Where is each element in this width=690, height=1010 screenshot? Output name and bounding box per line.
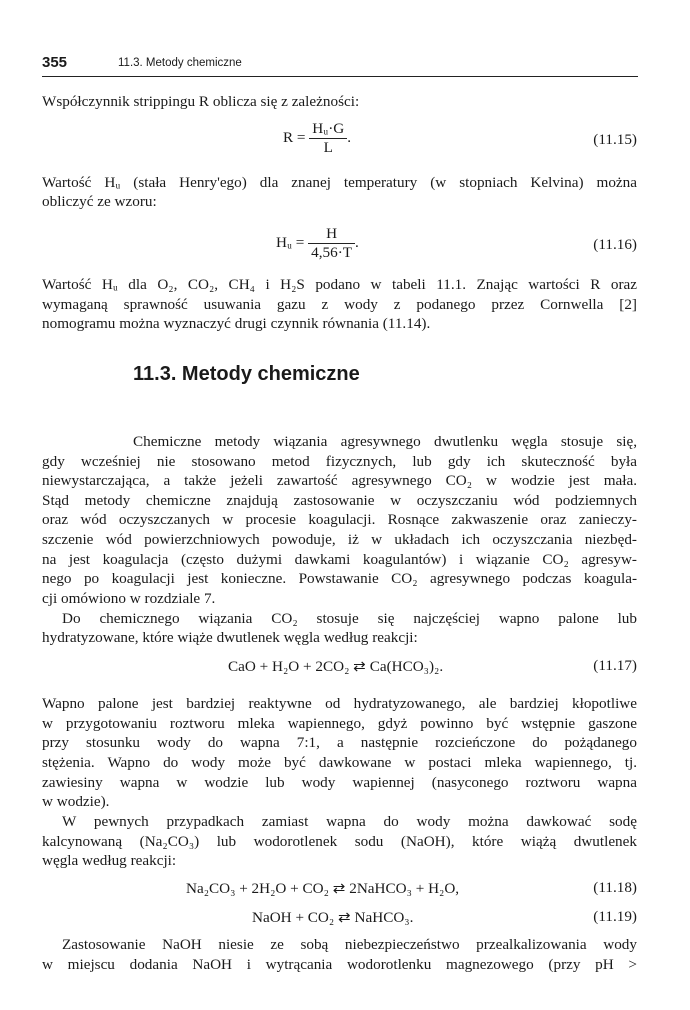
- text-line: w miejscu dodania NaOH i wytrącania wodorotlenku magnezowego (przy pH >: [42, 956, 637, 973]
- text-line: Do chemicznego wiązania CO₂ stosuje się najczęściej wapno palone lub: [62, 610, 637, 627]
- equation-number: (11.17): [593, 657, 637, 674]
- eq-punct: .: [347, 128, 352, 146]
- text-line: w przygotowaniu roztworu mleka wapiennego, gdyż powinno być wstępnie gaszone: [42, 715, 637, 732]
- eq-lhs: Hᵤ =: [276, 233, 305, 251]
- text-line: zawiesiny wapna w wodzie lub wody wapiennej (nasyconego roztworu wapna: [42, 774, 637, 791]
- text-line: kalcynowaną (Na₂CO₃) lub wodorotlenek sodu (NaOH), które wiążą dwutlenek: [42, 833, 637, 850]
- text-line: oraz wód oczyszczanych w procesie koagulacji. Rosnące zakwaszenie oraz zanieczy-: [42, 511, 637, 528]
- fraction: [309, 120, 347, 157]
- fraction: [308, 225, 355, 262]
- running-header-title: 11.3. Metody chemiczne: [118, 57, 242, 69]
- text-line: obliczyć ze wzoru:: [42, 193, 157, 210]
- eq-punct: .: [355, 233, 359, 251]
- text-line: hydratyzowane, które wiąże dwutlenek węgla według reakcji:: [42, 629, 418, 646]
- equation-number: (11.19): [593, 908, 637, 925]
- equation-body: NaOH + CO₂ ⇄ NaHCO₃.: [252, 909, 414, 926]
- text-line: Chemiczne metody wiązania agresywnego dwutlenku węgla stosuje się,: [133, 433, 637, 450]
- text-line: nego po koagulacji jest konieczne. Powstawanie CO₂ agresywnego podczas koagula-: [42, 570, 637, 587]
- equation-number: (11.18): [593, 879, 637, 896]
- denominator: 4,56·T: [311, 244, 353, 261]
- text-line: Wapno palone jest bardziej reaktywne od hydratyzowanego, ale bardziej kłopotliwe: [42, 695, 637, 712]
- text-line: Zastosowanie NaOH niesie ze sobą niebezpieczeństwo przealkalizowania wody: [62, 936, 637, 953]
- numerator: H: [308, 225, 355, 244]
- equation-number: (11.15): [593, 131, 637, 148]
- text-line: wymaganą sprawność usuwania gazu z wody z podanego przez Cornwella [2]: [42, 296, 637, 313]
- page-number: 355: [42, 54, 68, 71]
- text-line: w wodzie).: [42, 793, 110, 810]
- text-line: W pewnych przypadkach zamiast wapna do wody można dawkować sodę: [62, 813, 637, 830]
- equation-number: (11.16): [593, 236, 637, 253]
- text-line: szczenie wód powierzchniowych powoduje, iż w układach ich oczyszczania niezbęd-: [42, 531, 637, 548]
- text-line: nomogramu można wyznaczyć drugi czynnik równania (11.14).: [42, 315, 431, 332]
- text-line: Współczynnik strippingu R oblicza się z zależności:: [42, 93, 360, 110]
- section-heading: 11.3. Metody chemiczne: [133, 363, 360, 385]
- text-line: gdy wcześniej nie stosowano metod fizycznych, lub gdy ich skuteczność była: [42, 453, 637, 470]
- text-line: Wartość Hᵤ (stała Henry'ego) dla znanej temperatury (w stopniach Kelvina) można: [42, 174, 637, 191]
- text-line: niewystarczająca, a także jeżeli zawartość agresywnego CO₂ w wodzie jest mała.: [42, 472, 637, 489]
- text-line: Stąd metody chemiczne znajdują zastosowanie w oczyszczaniu wód podziemnych: [42, 492, 637, 509]
- eq-lhs: R =: [283, 128, 306, 146]
- equation-body: CaO + H₂O + 2CO₂ ⇄ Ca(HCO₃)₂.: [228, 658, 444, 675]
- equation-body: Na₂CO₃ + 2H₂O + CO₂ ⇄ 2NaHCO₃ + H₂O,: [186, 880, 460, 897]
- text-line: przy stosunku wody do wapna 7:1, a następnie rozcieńczone do pożądanego: [42, 734, 637, 751]
- text-line: stężenia. Wapno do wody może być dawkowane w postaci mleka wapiennego, tj.: [42, 754, 637, 771]
- text-line: na jest koagulacja (często dużymi dawkami koagulantów) i wiązanie CO₂ agresyw-: [42, 551, 637, 568]
- numerator: Hᵤ·G: [309, 120, 347, 139]
- text-line: węgla według reakcji:: [42, 852, 177, 869]
- text-line: cji omówiono w rozdziale 7.: [42, 590, 216, 607]
- text-line: Wartość Hᵤ dla O₂, CO₂, CH₄ i H₂S podano w tabeli 11.1. Znając wartości R oraz: [42, 276, 637, 293]
- denominator: L: [323, 139, 333, 156]
- running-header: [42, 54, 638, 77]
